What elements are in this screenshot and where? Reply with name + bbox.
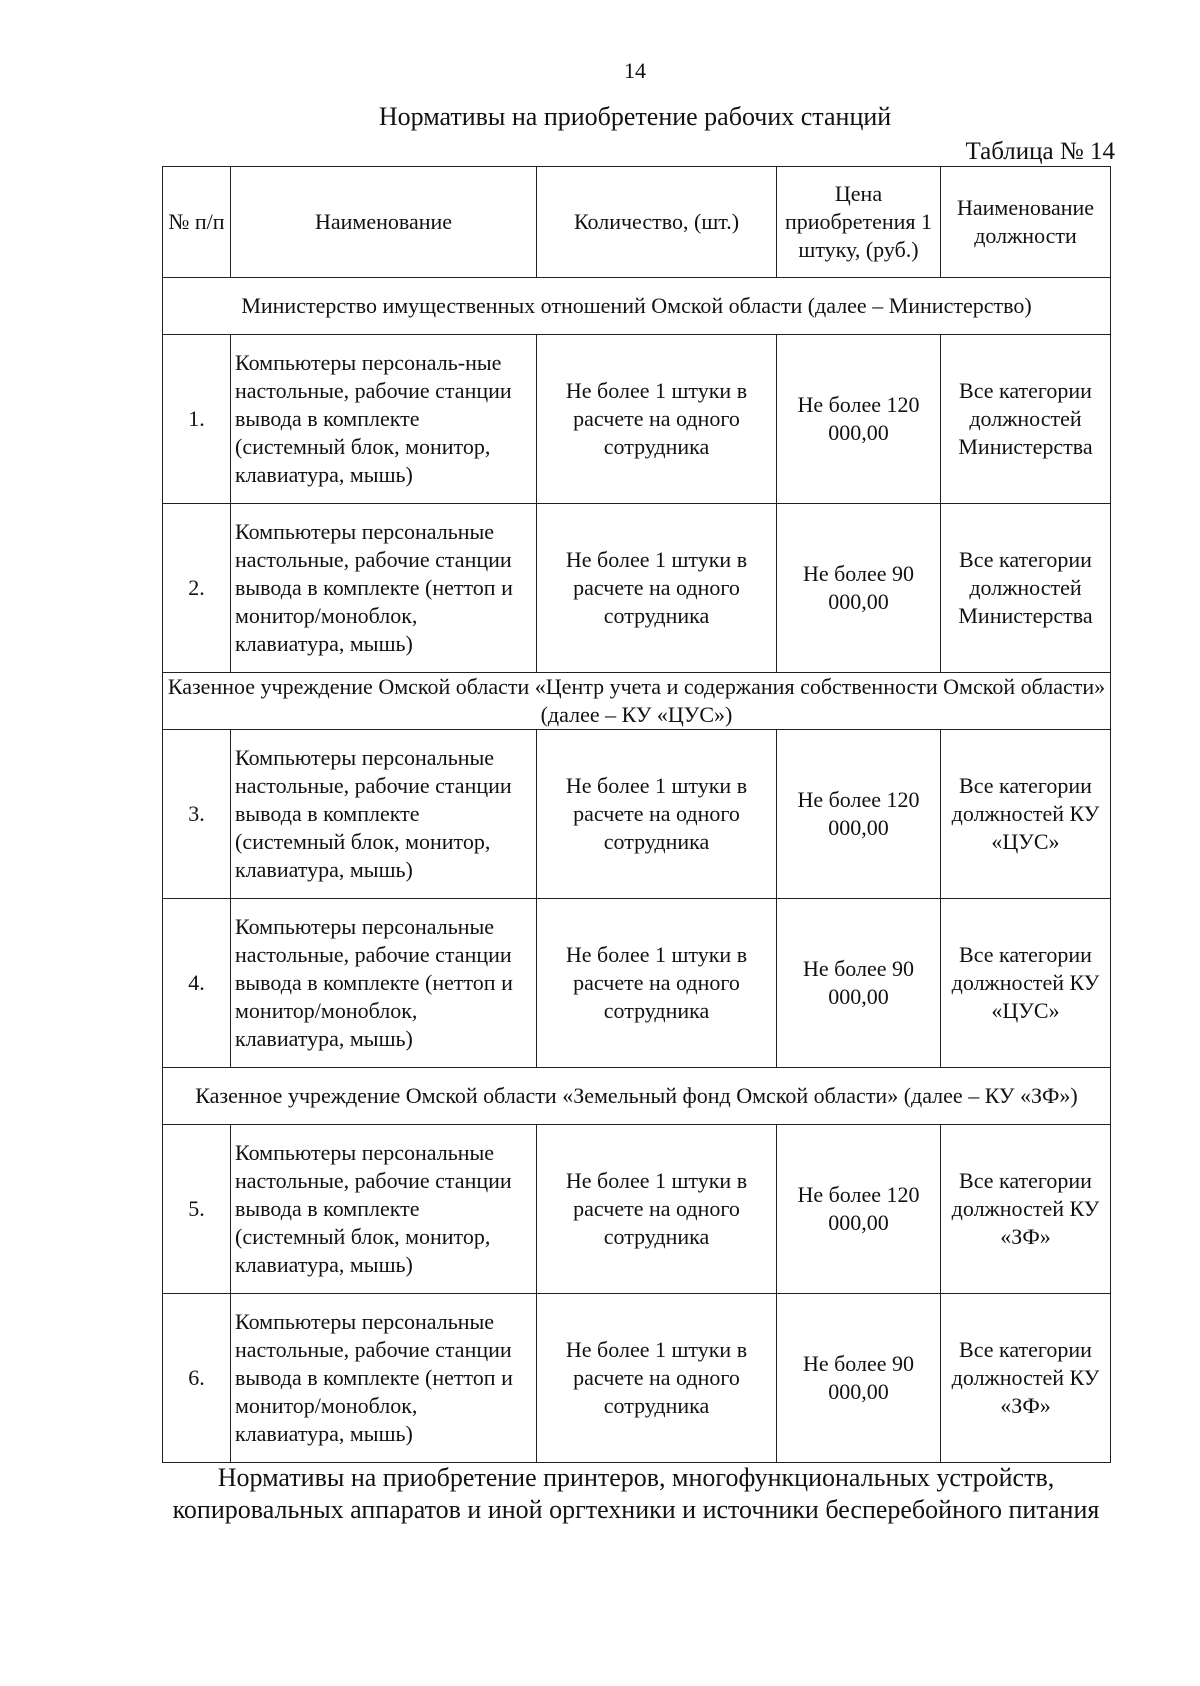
header-position: Наименование должности xyxy=(941,167,1111,278)
cell-price: Не более 90 000,00 xyxy=(777,504,941,673)
table-label: Таблица № 14 xyxy=(965,138,1115,165)
header-num: № п/п xyxy=(163,167,231,278)
cell-num: 1. xyxy=(163,335,231,504)
cell-num: 4. xyxy=(163,899,231,1068)
cell-name: Компьютеры персональные настольные, рабочие станции вывода в комплекте (системный блок, монитор, клавиатура, мышь) xyxy=(231,730,537,899)
cell-price: Не более 90 000,00 xyxy=(777,1294,941,1463)
next-section-title: Нормативы на приобретение принтеров, многофункциональных устройств, копировальных аппаратов и иной оргтехники и источники бесперебойного питания xyxy=(172,1463,1100,1524)
table-row xyxy=(163,335,1111,504)
cell-qty: Не более 1 штуки в расчете на одного сотрудника xyxy=(537,1125,777,1294)
cell-position: Все категории должностей Министерства xyxy=(941,504,1111,673)
cell-name: Компьютеры персональные настольные, рабочие станции вывода в комплекте (системный блок, монитор, клавиатура, мышь) xyxy=(231,1125,537,1294)
section-title-cus: Казенное учреждение Омской области «Центр учета и содержания собственности Омской области» (далее – КУ «ЦУС») xyxy=(163,673,1111,730)
table-row xyxy=(163,504,1111,673)
table-row xyxy=(163,1125,1111,1294)
cell-price: Не более 120 000,00 xyxy=(777,1125,941,1294)
cell-price: Не более 90 000,00 xyxy=(777,899,941,1068)
page-number: 14 xyxy=(624,58,646,83)
header-qty: Количество, (шт.) xyxy=(537,167,777,278)
cell-qty: Не более 1 штуки в расчете на одного сотрудника xyxy=(537,335,777,504)
section-row xyxy=(163,673,1111,730)
section-title-zf: Казенное учреждение Омской области «Земельный фонд Омской области» (далее – КУ «ЗФ») xyxy=(163,1068,1111,1125)
header-price: Цена приобретения 1 штуку, (руб.) xyxy=(777,167,941,278)
section-title-ministry: Министерство имущественных отношений Омской области (далее – Министерство) xyxy=(163,278,1111,335)
section-row xyxy=(163,278,1111,335)
cell-qty: Не более 1 штуки в расчете на одного сотрудника xyxy=(537,730,777,899)
cell-num: 3. xyxy=(163,730,231,899)
workstation-norms-table xyxy=(162,166,1111,1463)
cell-position: Все категории должностей КУ «ЦУС» xyxy=(941,730,1111,899)
header-name: Наименование xyxy=(231,167,537,278)
cell-num: 2. xyxy=(163,504,231,673)
table-header-row xyxy=(163,167,1111,278)
cell-num: 5. xyxy=(163,1125,231,1294)
table-row xyxy=(163,899,1111,1068)
cell-num: 6. xyxy=(163,1294,231,1463)
cell-position: Все категории должностей КУ «ЗФ» xyxy=(941,1294,1111,1463)
cell-qty: Не более 1 штуки в расчете на одного сотрудника xyxy=(537,1294,777,1463)
cell-position: Все категории должностей Министерства xyxy=(941,335,1111,504)
cell-qty: Не более 1 штуки в расчете на одного сотрудника xyxy=(537,504,777,673)
cell-qty: Не более 1 штуки в расчете на одного сотрудника xyxy=(537,899,777,1068)
cell-price: Не более 120 000,00 xyxy=(777,335,941,504)
section-title: Нормативы на приобретение рабочих станций xyxy=(378,102,892,131)
cell-name: Компьютеры персональные настольные, рабочие станции вывода в комплекте (неттоп и монитор/моноблок, клавиатура, мышь) xyxy=(231,899,537,1068)
cell-name: Компьютеры персональ-ные настольные, рабочие станции вывода в комплекте (системный блок, монитор, клавиатура, мышь) xyxy=(231,335,537,504)
cell-position: Все категории должностей КУ «ЗФ» xyxy=(941,1125,1111,1294)
section-row xyxy=(163,1068,1111,1125)
cell-position: Все категории должностей КУ «ЦУС» xyxy=(941,899,1111,1068)
cell-price: Не более 120 000,00 xyxy=(777,730,941,899)
table-row xyxy=(163,1294,1111,1463)
cell-name: Компьютеры персональные настольные, рабочие станции вывода в комплекте (неттоп и монитор/моноблок, клавиатура, мышь) xyxy=(231,504,537,673)
table-row xyxy=(163,730,1111,899)
cell-name: Компьютеры персональные настольные, рабочие станции вывода в комплекте (неттоп и монитор/моноблок, клавиатура, мышь) xyxy=(231,1294,537,1463)
